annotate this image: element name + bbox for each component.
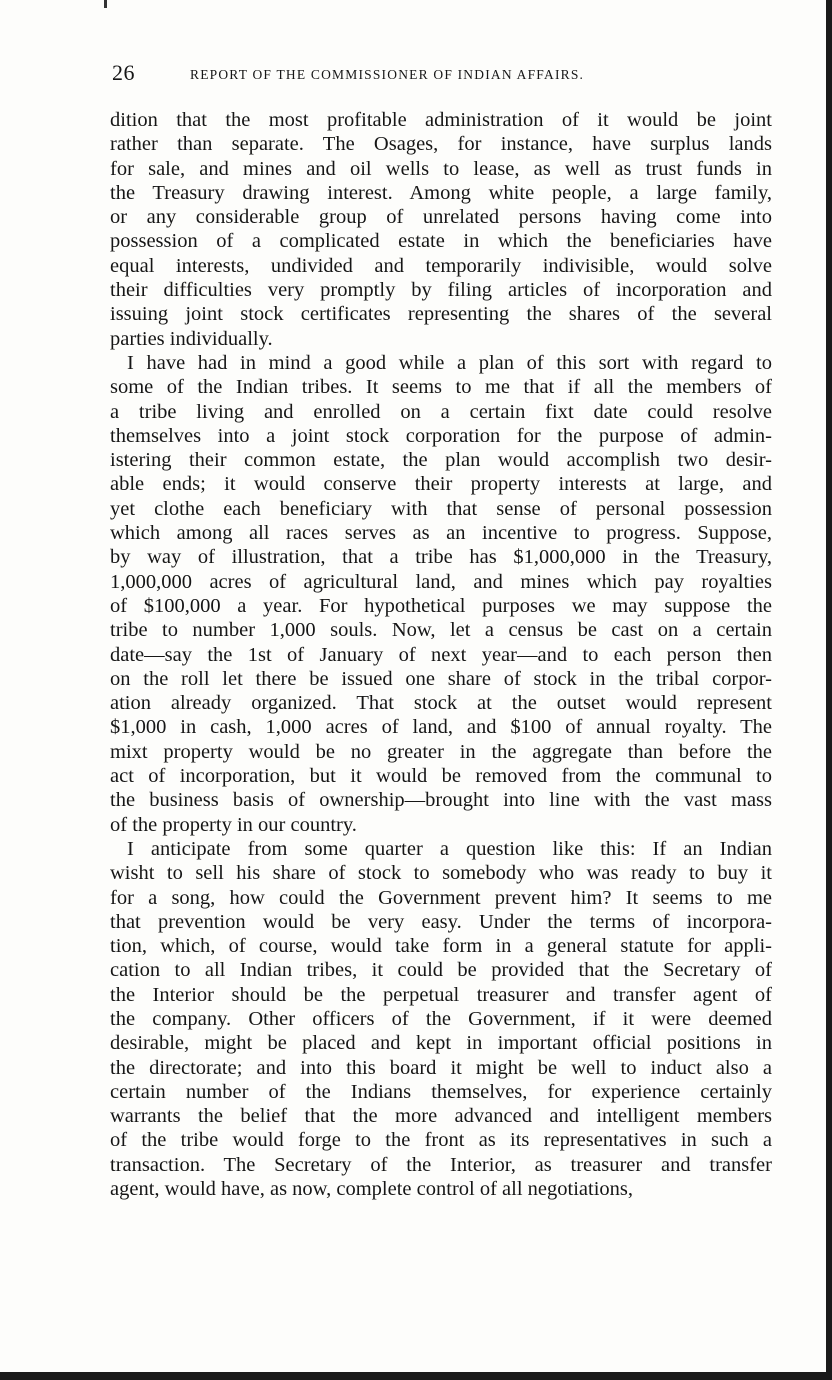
text-line: possession of a complicated estate in which the beneficiaries have <box>110 230 772 253</box>
text-line: cation to all Indian tribes, it could be provided that the Secretary of <box>110 959 772 982</box>
text-line: $1,000 in cash, 1,000 acres of land, and $100 of annual royalty. The <box>110 716 772 739</box>
text-line: tribe to number 1,000 souls. Now, let a census be cast on a certain <box>110 619 772 642</box>
text-line: for a song, how could the Government prevent him? It seems to me <box>110 886 772 909</box>
text-line: equal interests, undivided and temporarily indivisible, would solve <box>110 254 772 277</box>
text-line: mixt property would be no greater in the aggregate than before the <box>110 740 772 763</box>
scan-mark <box>104 0 107 8</box>
text-line: agent, would have, as now, complete control of all negotiations, <box>110 1178 633 1201</box>
text-line: I have had in mind a good while a plan of this sort with regard to <box>127 351 772 374</box>
text-line: of the tribe would forge to the front as its representatives in such a <box>110 1129 772 1152</box>
text-line: the Treasury drawing interest. Among white people, a large family, <box>110 181 772 204</box>
text-line: yet clothe each beneficiary with that sense of personal possession <box>110 497 772 520</box>
text-line: parties individually. <box>110 327 273 350</box>
text-line: tion, which, of course, would take form in a general statute for appli- <box>110 935 772 958</box>
text-line: the business basis of ownership—brought into line with the vast mass <box>110 789 772 812</box>
paragraph <box>110 837 772 1201</box>
text-line: act of incorporation, but it would be removed from the communal to <box>110 765 772 788</box>
text-line: date—say the 1st of January of next year—and to each person then <box>110 643 772 666</box>
text-line: dition that the most profitable administration of it would be joint <box>110 109 772 131</box>
text-line: warrants the belief that the more advanced and intelligent members <box>110 1105 772 1128</box>
text-line: a tribe living and enrolled on a certain fixt date could resolve <box>110 400 772 423</box>
text-line: transaction. The Secretary of the Interior, as treasurer and transfer <box>110 1153 772 1176</box>
scan-edge-right <box>826 0 832 1380</box>
page-number: 26 <box>112 60 135 85</box>
text-line: some of the Indian tribes. It seems to me that if all the members of <box>110 376 772 399</box>
text-line: that prevention would be very easy. Under the terms of incorpora- <box>110 910 772 933</box>
running-head-title: REPORT OF THE COMMISSIONER OF INDIAN AFFAIRS. <box>190 67 585 82</box>
text-line: 1,000,000 acres of agricultural land, and mines which pay royalties <box>110 570 772 593</box>
text-line: rather than separate. The Osages, for instance, have surplus lands <box>110 133 772 156</box>
paragraph <box>110 351 772 837</box>
paragraph <box>110 108 772 351</box>
text-line: ation already organized. That stock at the outset would represent <box>110 692 772 715</box>
text-line: wisht to sell his share of stock to somebody who was ready to buy it <box>110 862 772 885</box>
text-line: the directorate; and into this board it might be well to induct also a <box>110 1056 772 1079</box>
text-line: desirable, might be placed and kept in important official positions in <box>110 1032 772 1055</box>
body-text <box>110 108 772 1201</box>
text-line: the company. Other officers of the Government, if it were deemed <box>110 1007 772 1030</box>
scan-edge-bottom <box>0 1372 832 1380</box>
text-line: by way of illustration, that a tribe has $1,000,000 in the Treasury, <box>110 546 772 569</box>
running-head <box>112 60 772 90</box>
text-line: istering their common estate, the plan would accomplish two desir- <box>110 449 772 472</box>
text-line: certain number of the Indians themselves, for experience certainly <box>110 1080 772 1103</box>
text-line: I anticipate from some quarter a question like this: If an Indian <box>127 837 772 860</box>
text-line: or any considerable group of unrelated persons having come into <box>110 206 772 229</box>
text-line: of the property in our country. <box>110 813 357 836</box>
text-line: of $100,000 a year. For hypothetical purposes we may suppose the <box>110 594 772 617</box>
text-line: issuing joint stock certificates representing the shares of the several <box>110 303 772 326</box>
text-line: their difficulties very promptly by filing articles of incorporation and <box>110 279 772 302</box>
text-line: for sale, and mines and oil wells to lease, as well as trust funds in <box>110 157 772 180</box>
text-line: able ends; it would conserve their property interests at large, and <box>110 473 772 496</box>
text-line: on the roll let there be issued one share of stock in the tribal corpor- <box>110 667 772 690</box>
text-line: which among all races serves as an incentive to progress. Suppose, <box>110 522 772 545</box>
text-line: themselves into a joint stock corporation for the purpose of admin- <box>110 424 772 447</box>
text-line: the Interior should be the perpetual treasurer and transfer agent of <box>110 983 772 1006</box>
